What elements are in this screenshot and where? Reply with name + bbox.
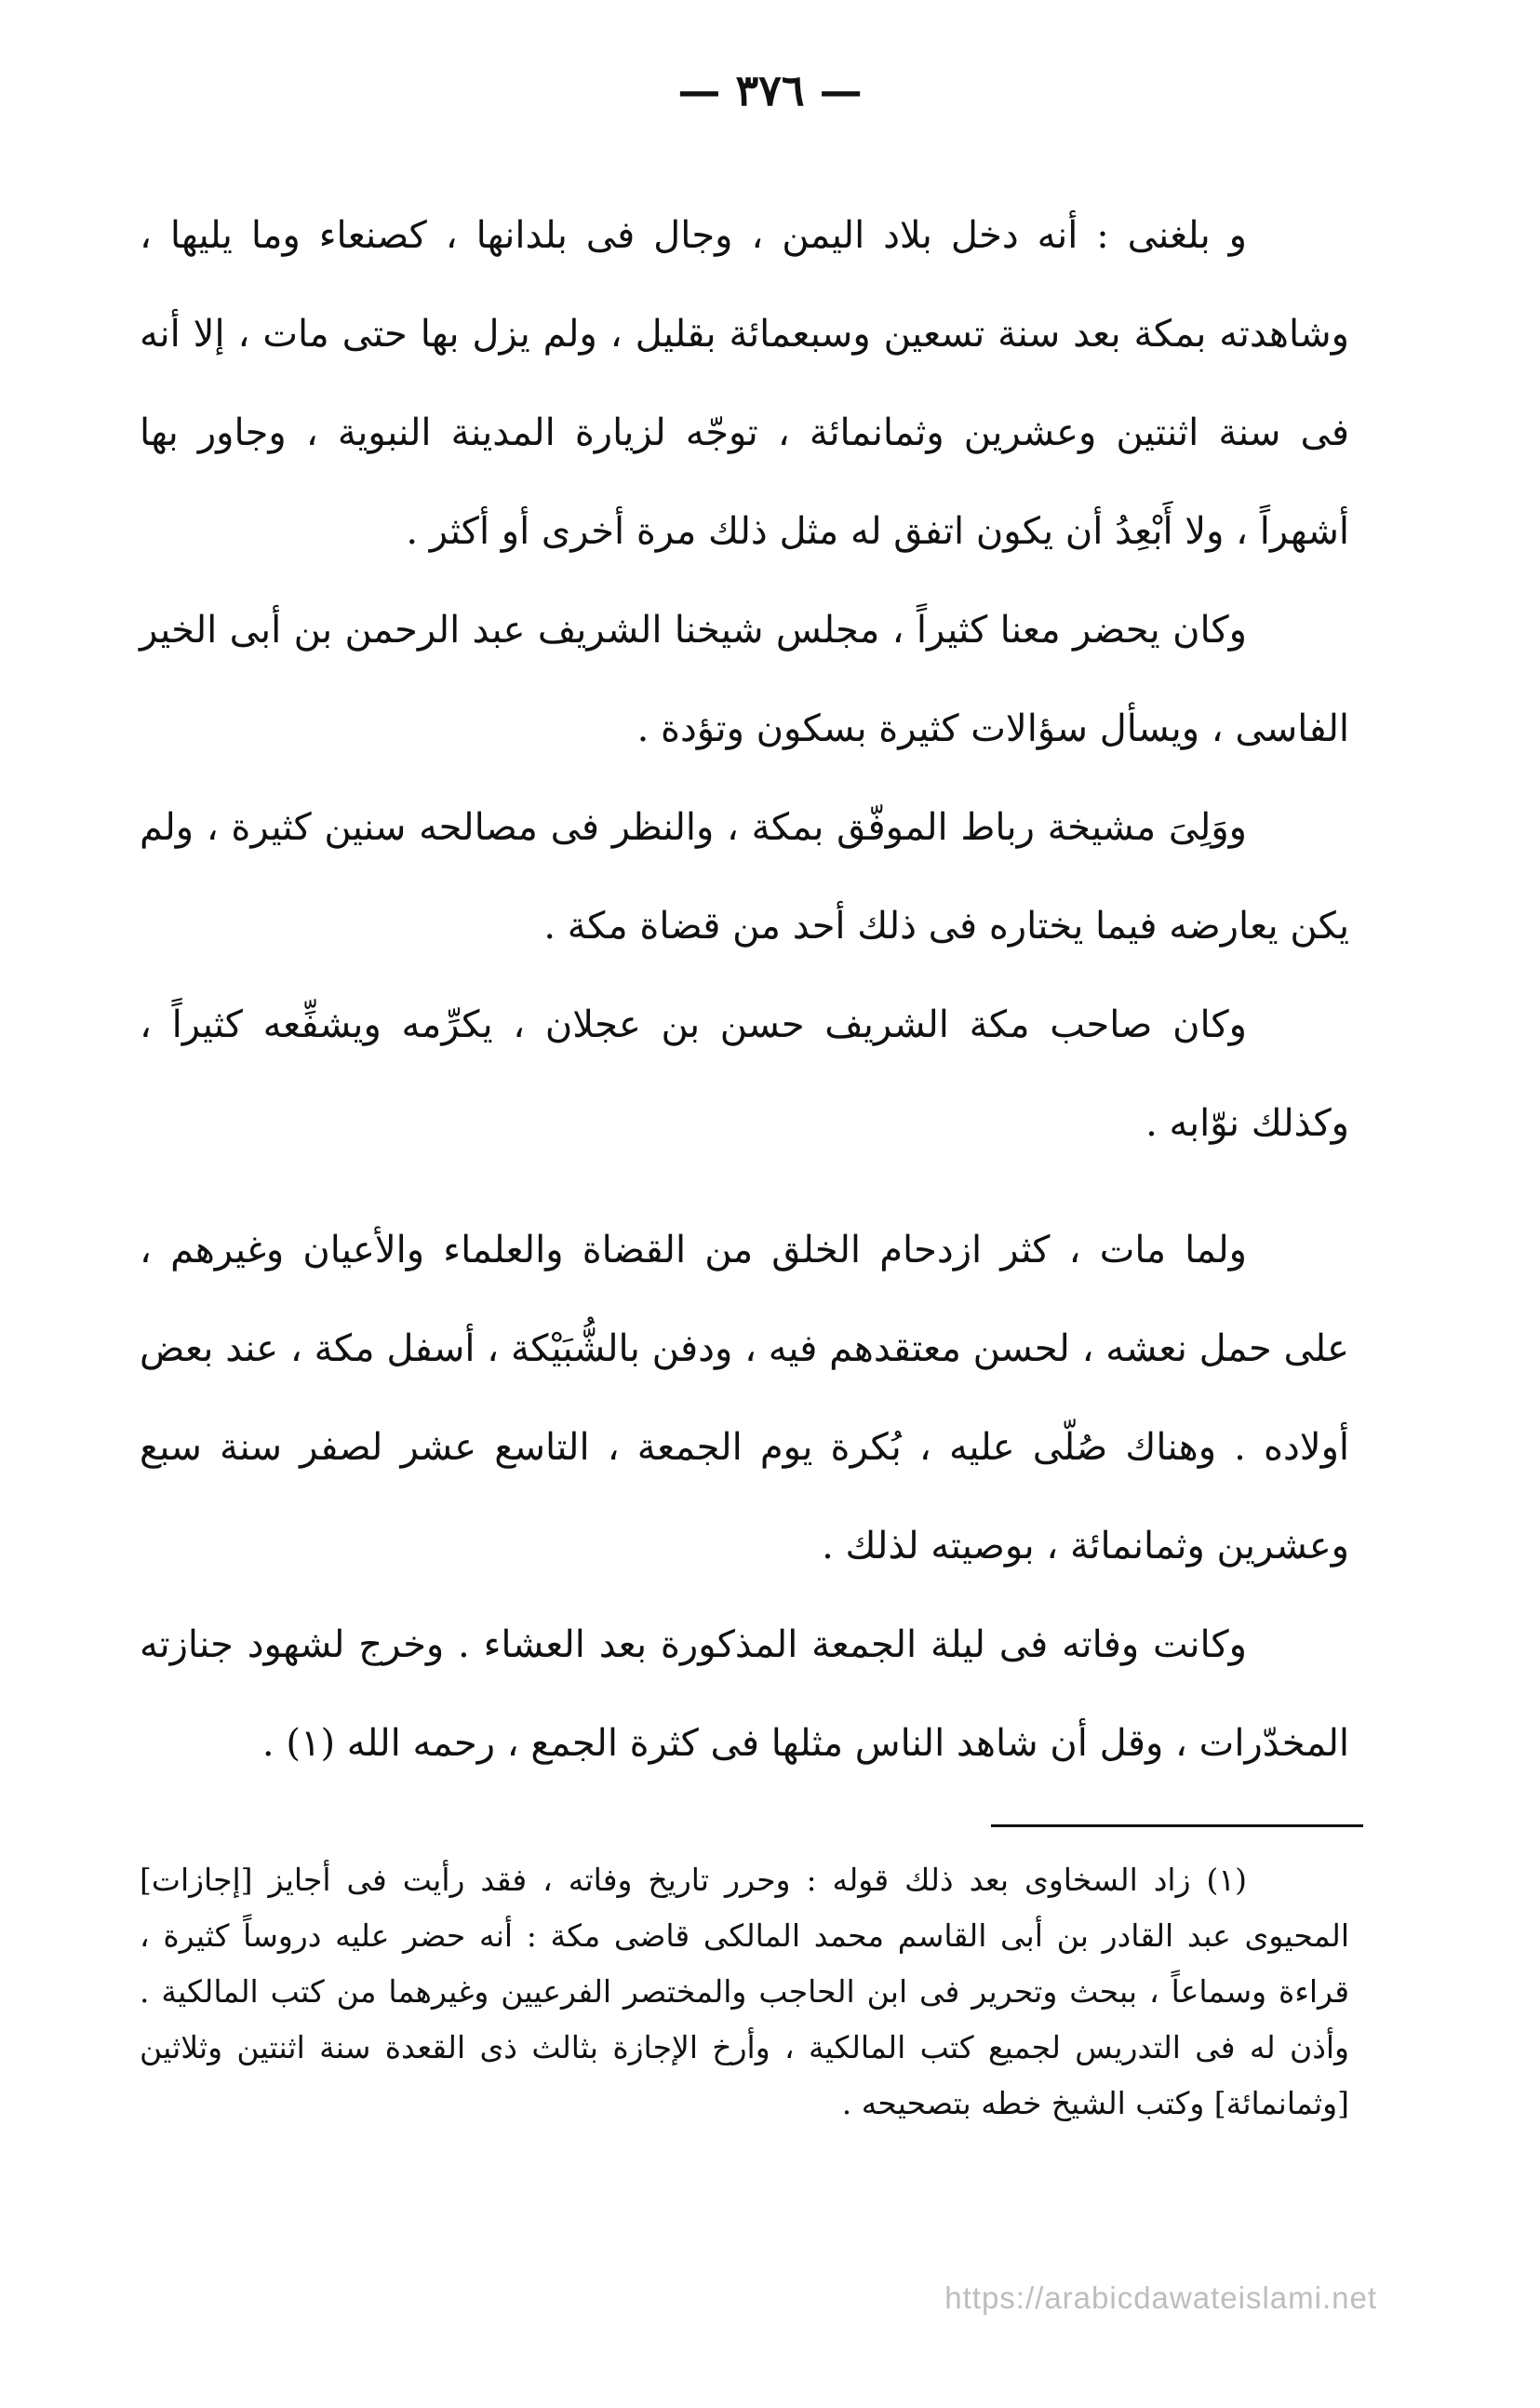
footnotes xyxy=(140,1852,1349,2132)
paragraph: وكان يحضر معنا كثيراً ، مجلس شيخنا الشريف عبد الرحمن بن أبى الخير الفاسى ، ويسأل سؤالات كثيرة بسكون وتؤدة . xyxy=(140,609,1349,750)
footnote: (١) زاد السخاوى بعد ذلك قوله : وحرر تاريخ وفاته ، فقد رأيت فى أجايز [إجازات] المحيوى عبد القادر بن أبى القاسم محمد المالكى قاضى مكة : أنه حضر عليه دروساً كثيرة ، قراءة وسماعاً ، ببحث وتحرير فى ابن الحاجب والمختصر الفرعيين وغيرهما من كتب المالكية . وأذن له فى التدريس لجميع كتب المالكية ، وأرخ الإجازة بثالث ذى القعدة سنة اثنتين وثلاثين [وثمانمائة] وكتب الشيخ خطه بتصحيحه . xyxy=(140,1862,1349,2121)
page-number: — ٣٧٦ — xyxy=(677,65,863,115)
paragraph: و بلغنى : أنه دخل بلاد اليمن ، وجال فى بلدانها ، كصنعاء وما يليها ، وشاهدته بمكة بعد سنة تسعين وسبعمائة بقليل ، ولم يزل بها حتى مات ، إلا أنه فى سنة اثنتين وعشرين وثمانمائة ، توجّه لزيارة المدينة النبوية ، وجاور بها أشهراً ، ولا أَبْعِدُ أن يكون اتفق له مثل ذلك مرة أخرى أو أكثر . xyxy=(140,214,1349,553)
paragraph: ووَلِىَ مشيخة رباط الموفّق بمكة ، والنظر فى مصالحه سنين كثيرة ، ولم يكن يعارضه فيما يختاره فى ذلك أحد من قضاة مكة . xyxy=(140,806,1349,948)
footnote-separator xyxy=(991,1824,1363,1827)
paragraph: وكان صاحب مكة الشريف حسن بن عجلان ، يكرِّمه ويشفِّعه كثيراً ، وكذلك نوّابه . xyxy=(140,1003,1349,1145)
paragraph: وكانت وفاته فى ليلة الجمعة المذكورة بعد العشاء . وخرج لشهود جنازته المخدّرات ، وقل أن شاهد الناس مثلها فى كثرة الجمع ، رحمه الله (١) . xyxy=(140,1623,1349,1765)
main-text xyxy=(140,186,1349,1793)
watermark-url: https://arabicdawateislami.net xyxy=(944,2280,1377,2315)
paragraph: ولما مات ، كثر ازدحام الخلق من القضاة والعلماء والأعيان وغيرهم ، على حمل نعشه ، لحسن معتقدهم فيه ، ودفن بالشُّبَيْكة ، أسفل مكة ، عند بعض أولاده . وهناك صُلّى عليه ، بُكرة يوم الجمعة ، التاسع عشر لصفر سنة سبع وعشرين وثمانمائة ، بوصيته لذلك . xyxy=(140,1229,1349,1567)
